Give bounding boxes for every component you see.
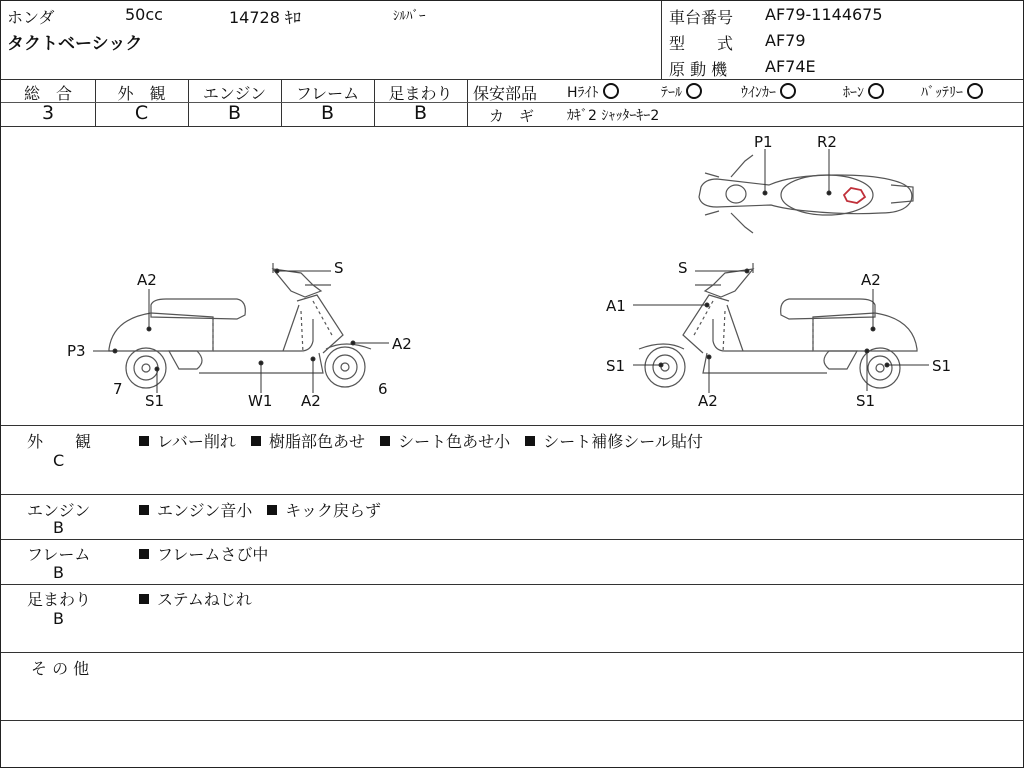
engine-label: 原 動 機 [669,60,728,79]
divider [1,720,1023,721]
diagram-label: A2 [301,392,321,410]
remark-suspension-items [139,587,252,610]
safety-item-horn [843,82,884,102]
safety-item-label: ｳｲﾝｶｰ [741,85,776,101]
bullet-square-icon [139,436,149,446]
divider [1,79,1023,80]
grade-frame-label: フレーム [295,84,360,103]
remark-item: ステムねじれ [157,590,252,609]
remark-engine-items [139,498,381,521]
remark-suspension-label: 足まわり [27,590,92,609]
type-label: 型 式 [669,34,734,53]
remark-item: シート補修シール貼付 [543,432,703,451]
safety-item-winker [741,82,796,102]
bullet-square-icon [251,436,261,446]
divider [1,652,1023,653]
mileage: 14728 ｷﾛ [229,8,301,27]
divider [1,494,1023,495]
remark-item: キック戻らず [285,501,381,520]
bullet-square-icon [525,436,535,446]
keys-label: カ ギ [489,107,535,125]
safety-item-tail [661,82,702,102]
diagram-label: A2 [137,271,157,289]
diagram-label: A1 [606,297,626,315]
grade-frame-value: B [320,102,335,124]
model-name: タクトベーシック [7,34,143,54]
safety-item-label: ﾎｰﾝ [843,85,864,101]
frame-no: AF79-1144675 [765,5,883,24]
remark-item: レバー削れ [157,432,236,451]
diagram-label: S [678,259,688,277]
remark-exterior-label: 外 観 [27,432,92,451]
diagram-label: A2 [698,392,718,410]
keys-value: ｶｷﾞ2 ｼｬｯﾀｰｷｰ2 [567,108,660,124]
bullet-square-icon [139,505,149,515]
bullet-square-icon [139,594,149,604]
type-value: AF79 [765,31,806,50]
remark-engine-label: エンジン [27,501,91,520]
bullet-square-icon [380,436,390,446]
remark-item: フレームさび中 [157,545,269,564]
divider [1,425,1023,426]
scooter-top-view [699,155,913,233]
remark-exterior-grade: C [53,451,65,470]
safety-item-headlight [567,82,619,102]
damage-mark-icon [844,188,865,203]
diagram-label: P1 [754,133,773,151]
remark-suspension-grade: B [53,609,64,628]
maker: ホンダ [7,8,55,27]
diagram-label: R2 [817,133,837,151]
ok-mark-icon [686,83,702,99]
color: ｼﾙﾊﾞｰ [393,9,426,24]
remark-frame-items [139,542,268,565]
grade-exterior-label: 外 観 [117,84,166,103]
header-divider [661,1,662,79]
safety-item-label: ﾊﾞｯﾃﾘｰ [921,85,963,101]
grade-suspension-label: 足まわり [388,84,453,103]
diagram-label: 7 [113,380,123,398]
remark-frame-grade: B [53,563,64,582]
ok-mark-icon [868,83,884,99]
remark-exterior-items [139,429,703,452]
grade-suspension-value: B [413,102,428,124]
grade-engine-value: B [227,102,242,124]
ok-mark-icon [603,83,619,99]
safety-item-label: ﾃｰﾙ [661,85,682,101]
safety-item-label: Hﾗｲﾄ [567,85,599,101]
diagram-label: S1 [145,392,165,410]
remark-item: 樹脂部色あせ [268,432,365,451]
diagram-label: W1 [248,392,273,410]
diagram-label: S1 [856,392,876,410]
grade-total-value: 3 [41,102,55,124]
bullet-square-icon [267,505,277,515]
diagram-label: A2 [861,271,881,289]
grade-engine-label: エンジン [202,84,267,103]
frame-no-label: 車台番号 [669,8,734,27]
diagram-label: P3 [67,342,86,360]
divider [1,539,1023,540]
diagram-label: A2 [392,335,412,353]
remark-engine-grade: B [53,518,64,537]
remark-item: エンジン音小 [157,501,253,520]
bullet-square-icon [139,549,149,559]
diagram-label: S1 [932,357,952,375]
remark-other-label: そ の 他 [31,659,90,678]
divider [467,102,1023,103]
engine-value: AF74E [765,57,816,76]
safety-item-battery [921,82,983,102]
grade-total-label: 総 合 [23,84,72,103]
diagram-label: S1 [606,357,626,375]
grade-exterior-value: C [134,102,149,124]
displacement: 50cc [125,5,163,24]
safety-label: 保安部品 [473,84,538,103]
diagram-label: S [334,259,344,277]
remark-item: シート色あせ小 [398,432,511,451]
ok-mark-icon [967,83,983,99]
ok-mark-icon [780,83,796,99]
divider [1,584,1023,585]
remark-frame-label: フレーム [27,545,91,564]
diagram-label: 6 [378,380,388,398]
